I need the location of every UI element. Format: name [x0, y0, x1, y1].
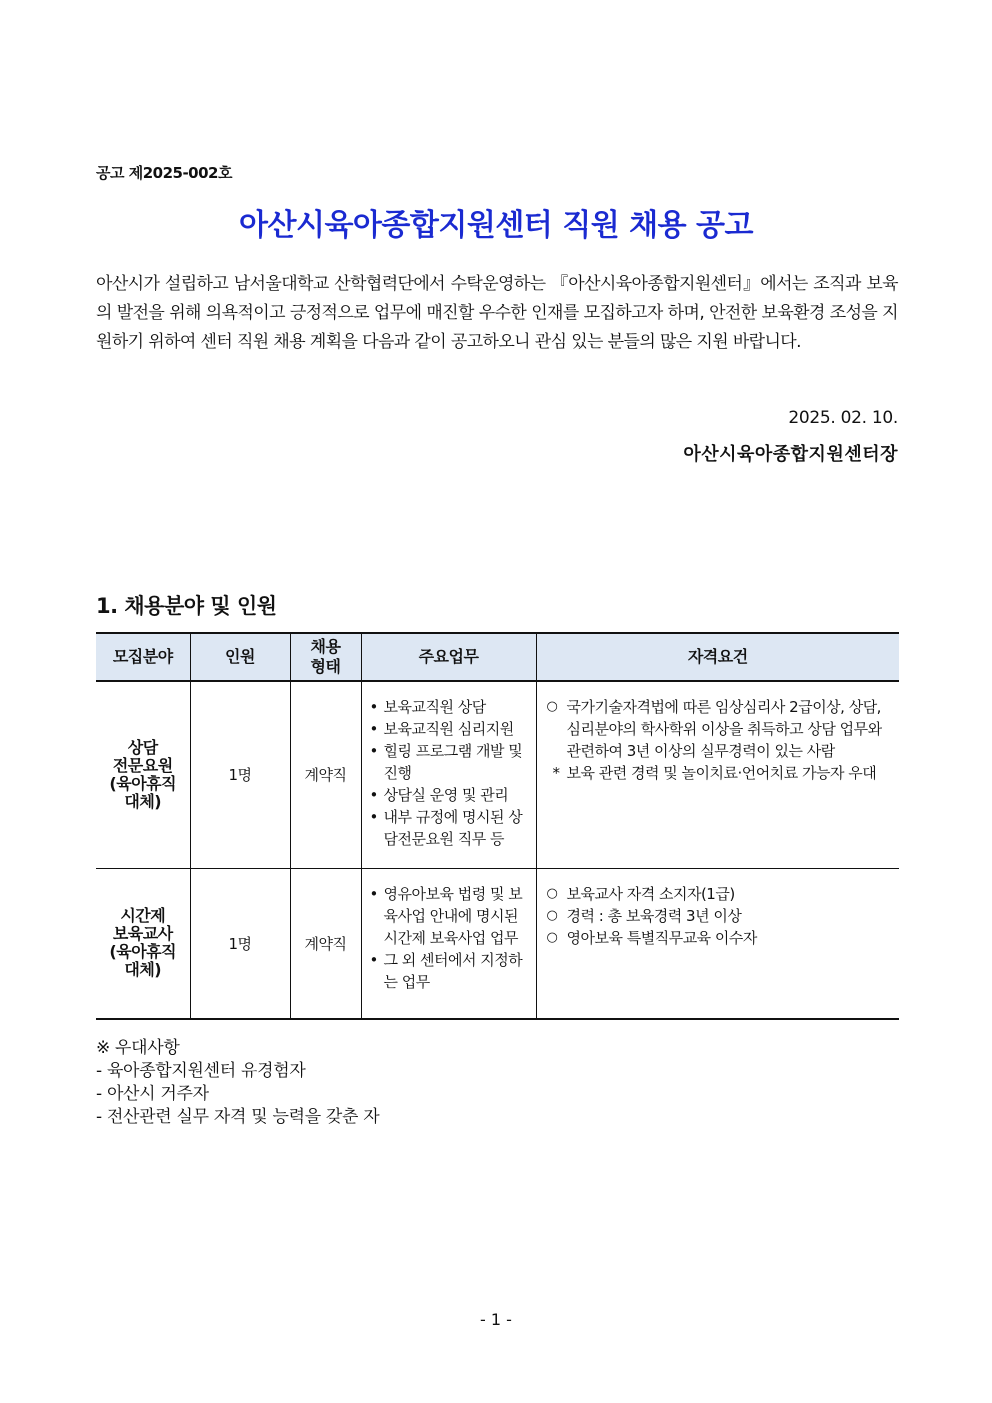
count-cell: 1명 [190, 868, 290, 1019]
column-header: 인원 [190, 633, 290, 681]
intro-paragraph: 아산시가 설립하고 남서울대학교 산학협력단에서 수탁운영하는 『아산시육아종합지원센터』에서는 조직과 보육의 발전을 위해 의욕적이고 긍정적으로 업무에 매진할 우수한 인재를 모집하고자 하며, 안전한 보육환경 조성을 지원하기 위하여 센터 직원 채용 계획을 다음과 같이 공고하오니 관심 있는 분들의 많은 지원 바랍니다. [96, 274, 898, 352]
field-cell: 시간제 보육교사 (육아휴직 대체) [96, 868, 190, 1019]
duty-item: • 영유아보육 법령 및 보육사업 안내에 명시된 시간제 보육사업 업무 [368, 883, 530, 949]
duty-item: • 보육교직원 상담 [368, 696, 530, 718]
field-cell: 상담 전문요원 (육아휴직 대체) [96, 681, 190, 868]
duty-item: • 보육교직원 심리지원 [368, 718, 530, 740]
duties-cell [361, 868, 536, 1019]
preference-item: - 육아종합지원센터 유경험자 [96, 1061, 306, 1081]
type-cell: 계약직 [290, 681, 361, 868]
requirements-cell [536, 868, 899, 1019]
table-header-row [96, 633, 899, 681]
table-row [96, 681, 899, 868]
preference-item: - 전산관련 실무 자격 및 능력을 갖춘 자 [96, 1107, 380, 1127]
preferences-block [96, 1037, 379, 1129]
preference-item: - 아산시 거주자 [96, 1084, 209, 1104]
page-number: - 1 - [480, 1310, 512, 1329]
count-cell: 1명 [190, 681, 290, 868]
column-header: 모집분야 [96, 633, 190, 681]
column-header: 채용 형태 [290, 633, 361, 681]
duty-item: • 힐링 프로그램 개발 및 진행 [368, 740, 530, 784]
table-row [96, 868, 899, 1019]
notice-date: 2025. 02. 10. [788, 408, 898, 428]
duties-cell [361, 681, 536, 868]
section-title: 1. 채용분야 및 인원 [96, 594, 277, 618]
duty-item: • 상담실 운영 및 관리 [368, 784, 530, 806]
recruitment-table [96, 632, 899, 1020]
requirement-item: ○ 보육교사 자격 소지자(1급) [547, 883, 892, 905]
requirement-item: ○ 영아보육 특별직무교육 이수자 [547, 927, 892, 949]
requirement-item: ○ 국가기술자격법에 따른 임상심리사 2급이상, 상담, 심리분야의 학사학위 이상을 취득하고 상담 업무와 관련하여 3년 이상의 실무경력이 있는 사람 [547, 696, 892, 762]
requirement-item: * 보육 관련 경력 및 놀이치료·언어치료 가능자 우대 [547, 762, 892, 784]
requirements-cell [536, 681, 899, 868]
notice-number: 공고 제2025-002호 [96, 164, 232, 182]
requirement-item: ○ 경력 : 총 보육경력 3년 이상 [547, 905, 892, 927]
type-cell: 계약직 [290, 868, 361, 1019]
duty-item: • 내부 규정에 명시된 상담전문요원 직무 등 [368, 806, 530, 850]
column-header: 자격요건 [536, 633, 899, 681]
preferences-heading: ※ 우대사항 [96, 1038, 180, 1058]
signer-name: 아산시육아종합지원센터장 [683, 444, 898, 465]
page-title: 아산시육아종합지원센터 직원 채용 공고 [239, 208, 753, 243]
column-header: 주요업무 [361, 633, 536, 681]
duty-item: • 그 외 센터에서 지정하는 업무 [368, 949, 530, 993]
